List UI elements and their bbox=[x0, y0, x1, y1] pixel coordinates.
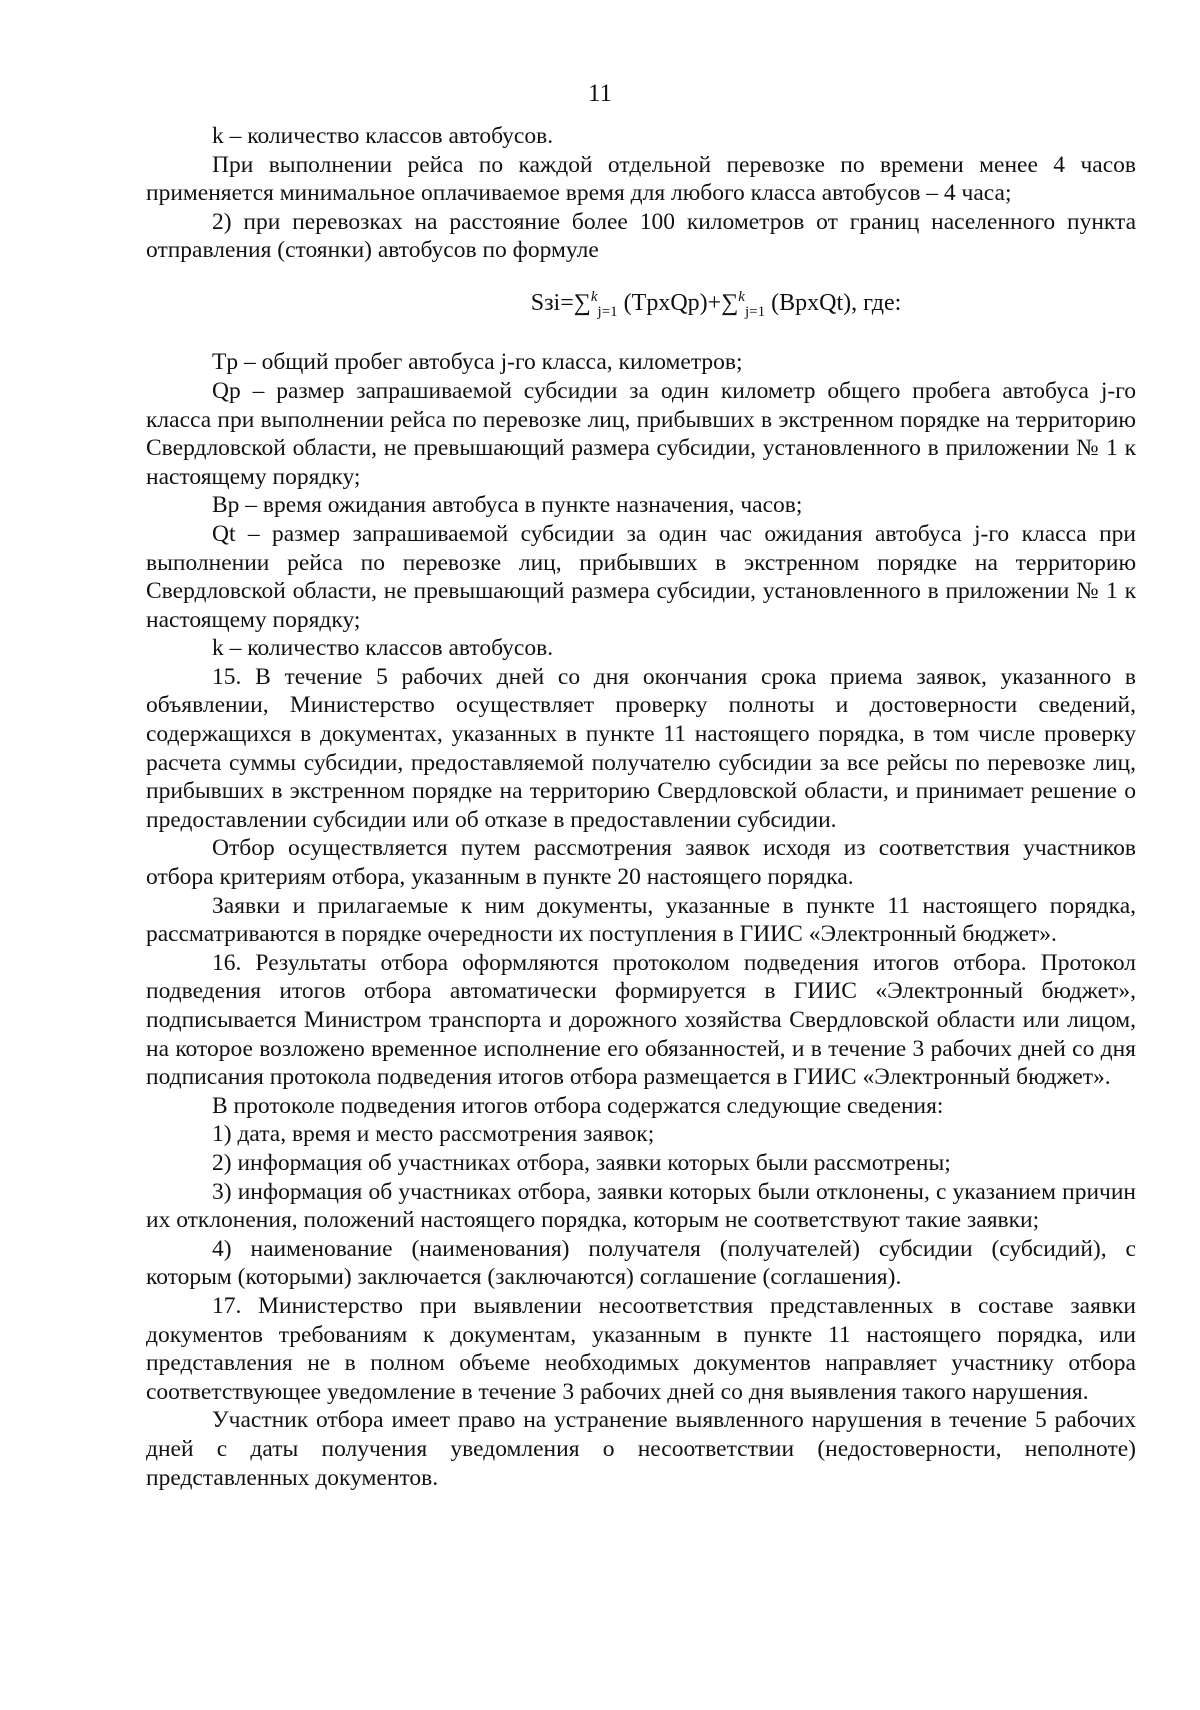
list-item: 2) информация об участниках отбора, заявки которых были рассмотрены; bbox=[212, 1149, 951, 1176]
sum-upper-limit: k bbox=[590, 288, 598, 305]
paragraph: В протоколе подведения итогов отбора содержатся следующие сведения: bbox=[212, 1092, 944, 1119]
paragraph: k – количество классов автобусов. bbox=[212, 123, 554, 149]
paragraph: 15. В течение 5 рабочих дней со дня окончания срока приема заявок, указанного в объявлении, Министерство осуществляет проверку полноты и достоверности сведений, содержащихся в документах, указанных в пункте 11 настоящего порядка, в том числе проверку расчета суммы субсидии, предоставляемой получателю субсидии за все рейсы по перевозке лиц, прибывших в экстренном порядке на территорию Свердловской области, и принимает решение о предоставлении субсидии или об отказе в предоставлении субсидии. bbox=[146, 663, 1136, 833]
paragraph: Участник отбора имеет право на устранение выявленного нарушения в течение 5 рабочих дней с даты получения уведомления о несоответствии (недостоверности, неполноте) представленных документов. bbox=[146, 1407, 1136, 1491]
list-item: 3) информация об участниках отбора, заявки которых были отклонены, с указанием причин их отклонения, положений настоящего порядка, которым не соответствуют такие заявки; bbox=[146, 1178, 1136, 1234]
page-number: 11 bbox=[587, 80, 613, 107]
paragraph: Bp – время ожидания автобуса в пункте назначения, часов; bbox=[212, 492, 803, 519]
formula-lhs: Sзi= bbox=[530, 289, 574, 316]
sum-lower-limit: j=1 bbox=[597, 303, 618, 320]
paragraph: Заявки и прилагаемые к ним документы, указанные в пункте 11 настоящего порядка, рассматриваются в порядке очередности их поступления в ГИИС «Электронный бюджет». bbox=[146, 892, 1136, 948]
paragraph: При выполнении рейса по каждой отдельной перевозке по времени менее 4 часов применяется минимальное оплачиваемое время для любого класса автобусов – 4 часа; bbox=[146, 151, 1136, 207]
sum-lower-limit: j=1 bbox=[744, 303, 766, 320]
paragraph: Отбор осуществляется путем рассмотрения заявок исходя из соответствия участников отбора критериям отбора, указанным в пункте 20 настоящего порядка. bbox=[146, 835, 1136, 891]
formula-term-1: (TpxQp)+ bbox=[617, 289, 722, 316]
sum-symbol: ∑ bbox=[573, 289, 591, 316]
sum-upper-limit: k bbox=[738, 288, 745, 305]
paragraph: Tp – общий пробег автобуса j-го класса, километров; bbox=[212, 349, 743, 376]
paragraph: Qp – размер запрашиваемой субсидии за один километр общего пробега автобуса j-го класса при выполнении рейса по перевозке лиц, прибывших в экстренном порядке на территорию Свердловской области, не превышающий размера субсидии, установленного в приложении № 1 к настоящему порядку; bbox=[146, 377, 1136, 490]
paragraph: Qt – размер запрашиваемой субсидии за один час ожидания автобуса j-го класса при выполнении рейса по перевозке лиц, прибывших в экстренном порядке на территорию Свердловской области, не превышающий размера субсидии, установленного в приложении № 1 к настоящему порядку; bbox=[146, 520, 1136, 633]
list-item: 1) дата, время и место рассмотрения заявок; bbox=[212, 1121, 655, 1148]
sum-symbol: ∑ bbox=[721, 289, 739, 316]
formula-term-2: (BpxQt), где: bbox=[765, 289, 902, 316]
subsidy-formula bbox=[296, 283, 1136, 326]
paragraph: k – количество классов автобусов. bbox=[212, 635, 554, 662]
list-item: 4) наименование (наименования) получателя (получателей) субсидии (субсидий), с которым (которыми) заключается (заключаются) соглашение (соглашения). bbox=[146, 1235, 1136, 1291]
paragraph: 17. Министерство при выявлении несоответствия представленных в составе заявки документов требованиям к документам, указанным в пункте 11 настоящего порядка, или представления не в полном объеме необходимых документов направляет участнику отбора соответствующее уведомление в течение 3 рабочих дней со дня выявления такого нарушения. bbox=[146, 1292, 1136, 1405]
paragraph: 2) при перевозках на расстояние более 100 километров от границ населенного пункта отправления (стоянки) автобусов по формуле bbox=[146, 208, 1136, 264]
document-body bbox=[146, 122, 1136, 1492]
paragraph: 16. Результаты отбора оформляются протоколом подведения итогов отбора. Протокол подведения итогов отбора автоматически формируется в ГИИС «Электронный бюджет», подписывается Министром транспорта и дорожного хозяйства Свердловской области или лицом, на которое возложено временное исполнение его обязанностей, и в течение 3 рабочих дней со дня подписания протокола подведения итогов отбора размещается в ГИИС «Электронный бюджет». bbox=[146, 949, 1136, 1091]
